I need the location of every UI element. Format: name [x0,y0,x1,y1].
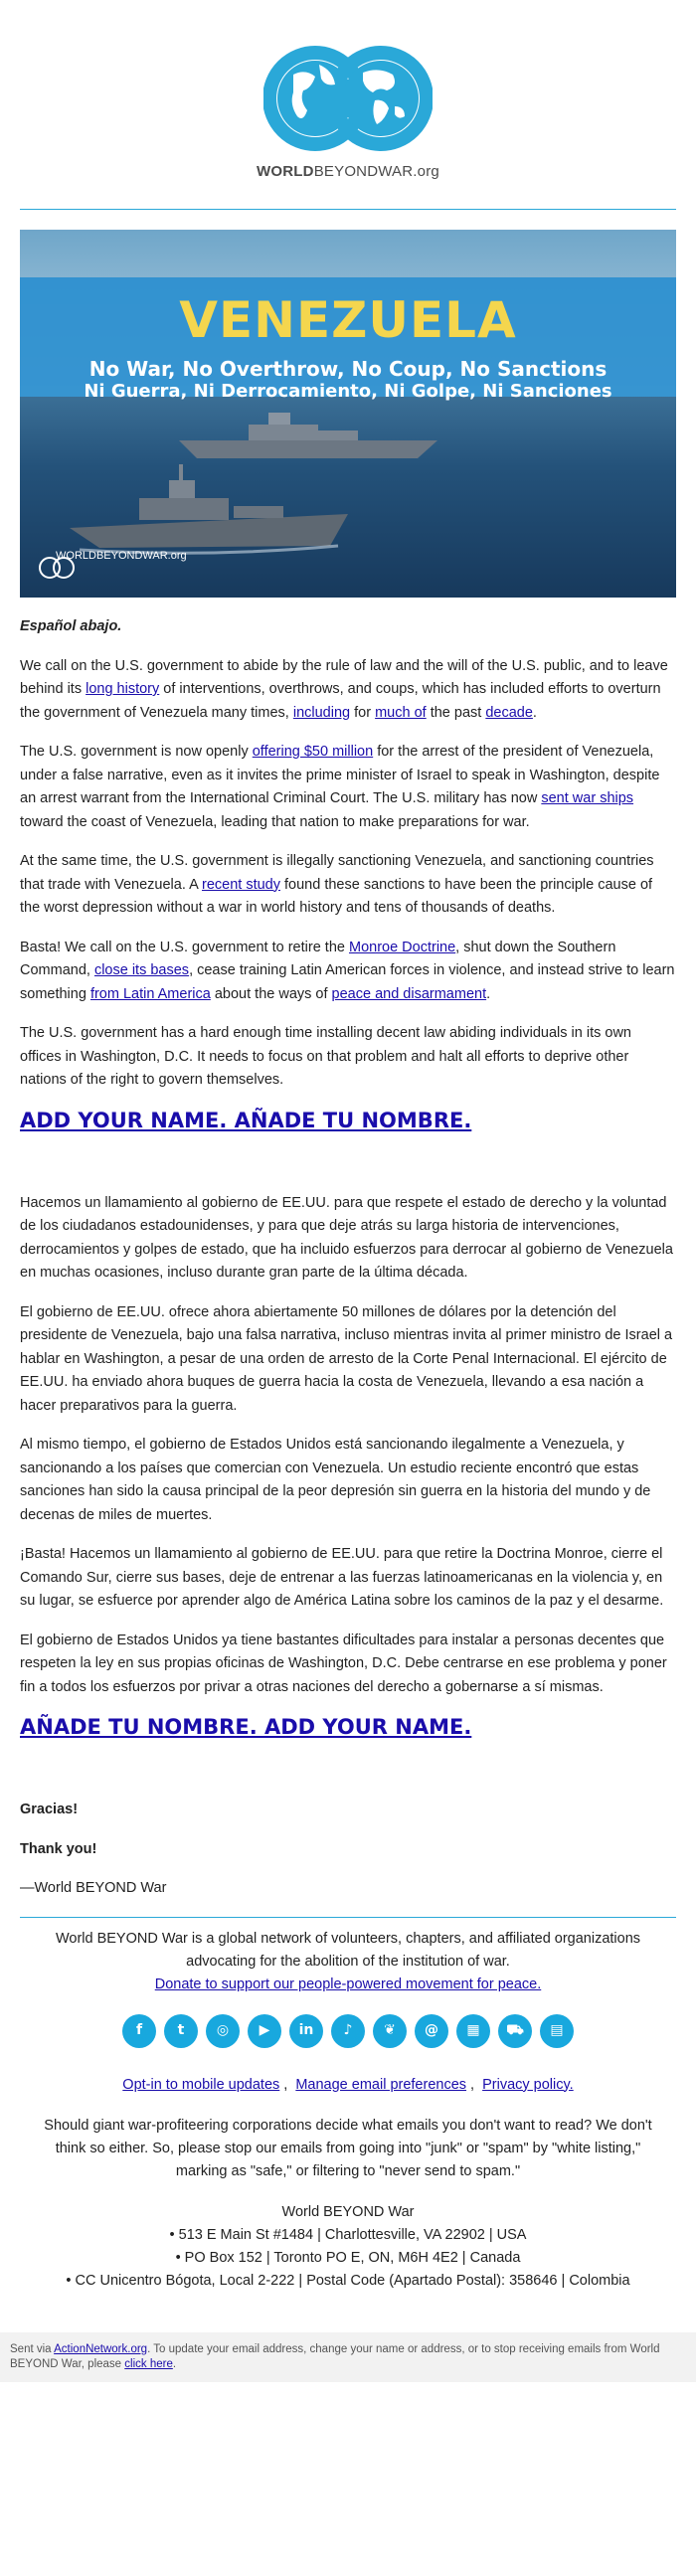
link-peace-and-disarmament[interactable]: peace and disarmament [331,985,487,1002]
signature: —World BEYOND War [20,1880,167,1896]
letter-content [0,615,696,1901]
link-long-history[interactable]: long history [86,681,160,697]
address-colombia: • CC Unicentro Bógota, Local 2-222 | Postal Code (Apartado Postal): 358646 | Colombia [66,2272,630,2289]
en-paragraph-2: The U.S. government is now openly offering $50 million for the arrest of the president of Venezuela, under a false narrative, even as it invites the prime minister of Israel to speak in Washington, despite an arrest warrant from the International Criminal Court. The U.S. military has now sent war ships toward the coast of Venezuela, leading that nation to make preparations for war. [20,744,660,830]
spam-note: Should giant war-profiteering corporations decide what emails you don't want to read? We don't think so either. So, please stop our emails from going into "junk" or "spam" by "white listing," marking as "safe," or filtering to "never send to spam." [44,2117,652,2179]
warships-illustration [20,230,676,598]
es-paragraph-5: El gobierno de Estados Unidos ya tiene bastantes dificultades para instalar a personas decentes que respeten la ley en sus propias oficinas de Washington, D.C. Debe centrarse en ese problema y poner fin a todos los esfuerzos por privar a otras naciones del derecho a gobernarse a sí mismas. [20,1631,667,1695]
en-paragraph-5: The U.S. government has a hard enough time installing decent law abiding individuals in its own offices in Washington, D.C. It needs to focus on that problem and halt all efforts to deprive other nations of the right to govern themselves. [20,1025,631,1088]
youtube-icon[interactable]: ▶ [248,2014,281,2048]
link-offering-50-million[interactable]: offering $50 million [252,744,374,760]
instagram-icon[interactable]: ◎ [206,2014,240,2048]
calendar-icon[interactable]: ▦ [456,2014,490,2048]
header-logo-block [0,0,696,209]
hero-title: VENEZUELA [179,291,517,349]
link-close-its-bases[interactable]: close its bases [93,962,190,978]
org-name: World BEYOND War [281,2203,415,2220]
hero-badge-wordmark: WORLDBEYONDWAR.org [56,550,187,562]
world-beyond-war-logo-icon[interactable] [263,45,433,152]
link-sent-war-ships[interactable]: sent war ships [541,790,634,806]
link-decade[interactable]: decade [485,704,533,721]
privacy-policy-link[interactable]: Privacy policy. [482,2076,574,2093]
opt-in-mobile-link[interactable]: Opt-in to mobile updates [122,2076,280,2093]
social-icons-row [30,2014,666,2048]
anade-tu-nombre-button[interactable]: AÑADE TU NOMBRE. ADD YOUR NAME. [20,1715,472,1739]
unsubscribe-bar: Sent via ActionNetwork.org. To update your email address, change your name or address, or to stop receiving emails from World BEYOND War, please click here. [0,2332,696,2382]
address-usa: • 513 E Main St #1484 | Charlottesville, VA 22902 | USA [169,2226,527,2243]
link-from-latin-america[interactable]: from Latin America [89,985,211,1002]
threads-icon[interactable]: @ [415,2014,448,2048]
es-paragraph-4: ¡Basta! Hacemos un llamamiento al gobierno de EE.UU. para que retire la Doctrina Monroe, cierre el Comando Sur, cierre sus bases, deje de entrenar a las fuerzas latinoamericanas en la violencia y, en su lugar, se esfuerce por aprender algo de América Latina sobre los caminos de la paz y el desarme. [20,1546,664,1609]
footer-about: World BEYOND War is a global network of volunteers, chapters, and affiliated organizations advocating for the abolition of the institution of war. [55,1930,641,1970]
twitter-icon[interactable]: t [164,2014,198,2048]
newsletter-icon[interactable]: ▤ [540,2014,574,2048]
preference-links: Opt-in to mobile updates , Manage email preferences , Privacy policy. [122,2076,574,2093]
actionnetwork-link[interactable]: ActionNetwork.org [54,2342,148,2355]
es-paragraph-2: El gobierno de EE.UU. ofrece ahora abiertamente 50 millones de dólares por la detención del presidente de Venezuela, bajo una falsa narrativa, incluso mientras invita al primer ministro de Israel a hablar en Washington, a pesar de una orden de arresto de la Corte Penal Internacional. El ejército de EE.UU. ha enviado ahora buques de guerra hacia la costa de Venezuela, llevando a esa nación a hacer preparativos para la guerra. [20,1303,673,1414]
link-including[interactable]: including [292,704,351,721]
gracias-text: Gracias! [20,1802,79,1817]
link-monroe-doctrine[interactable]: Monroe Doctrine [348,939,456,955]
tiktok-icon[interactable]: ♪ [331,2014,365,2048]
facebook-icon[interactable]: f [122,2014,156,2048]
donate-link[interactable]: Donate to support our people-powered movement for peace. [154,1975,542,1992]
footer [0,1918,696,2293]
en-paragraph-1: We call on the U.S. government to abide by the rule of law and the will of the U.S. public, and to leave behind its long history of interventions, overthrows, and coups, which has included efforts to overturn the government of Venezuela many times, including for much of the past decade. [20,657,668,721]
es-paragraph-3: Al mismo tiempo, el gobierno de Estados Unidos está sancionando ilegalmente a Venezuela, y sancionando a los países que comercian con Venezuela. Un estudio reciente encontró que estas sanciones han sido la causa principal de la peor depresión sin guerra en la historia del mundo y de decenas de miles de muertes. [20,1437,651,1523]
hero-banner-image[interactable] [20,230,676,598]
link-recent-study[interactable]: recent study [202,876,280,893]
linkedin-icon[interactable]: in [289,2014,323,2048]
add-your-name-button[interactable]: ADD YOUR NAME. AÑADE TU NOMBRE. [20,1108,472,1132]
shop-cart-icon[interactable]: ⛟ [498,2014,532,2048]
thank-you-text: Thank you! [20,1840,97,1857]
unsubscribe-link[interactable]: click here [124,2357,173,2370]
bluesky-icon[interactable]: ❦ [373,2014,407,2048]
hero-subtitle-es: Ni Guerra, Ni Derrocamiento, Ni Golpe, Ni Sanciones [84,381,612,402]
logo-wordmark: WORLDBEYONDWAR.org [257,163,439,180]
spacer [20,1132,676,1192]
spanish-below-note: Español abajo. [20,618,122,634]
spacer [20,1739,676,1799]
en-paragraph-3: At the same time, the U.S. government is illegally sanctioning Venezuela, and sanctioning countries that trade with Venezuela. A recent study found these sanctions to have been the principle cause of the worst depression without a war in world history and tens of thousands of deaths. [20,853,654,916]
address-canada: • PO Box 152 | Toronto PO E, ON, M6H 4E2 | Canada [175,2249,521,2266]
link-much-of[interactable]: much of [375,704,427,721]
divider [20,209,676,210]
signoff [20,1799,676,1901]
hero-subtitle-en: No War, No Overthrow, No Coup, No Sanctions [88,357,608,381]
manage-preferences-link[interactable]: Manage email preferences [295,2076,467,2093]
es-paragraph-1: Hacemos un llamamiento al gobierno de EE.UU. para que respete el estado de derecho y la voluntad de los ciudadanos estadounidenses, y para que deje atrás su larga historia de intervenciones, derrocamientos y golpes de estado, que ha incluido esfuerzos para derrocar al gobierno de Venezuela en muchas ocasiones, incluso durante gran parte de la última década. [20,1194,673,1281]
en-paragraph-4: Basta! We call on the U.S. government to retire the Monroe Doctrine, shut down the Southern Command, close its bases, cease training Latin American forces in violence, and instead strive to learn something from Latin America about the ways of peace and disarmament. [20,939,675,1002]
